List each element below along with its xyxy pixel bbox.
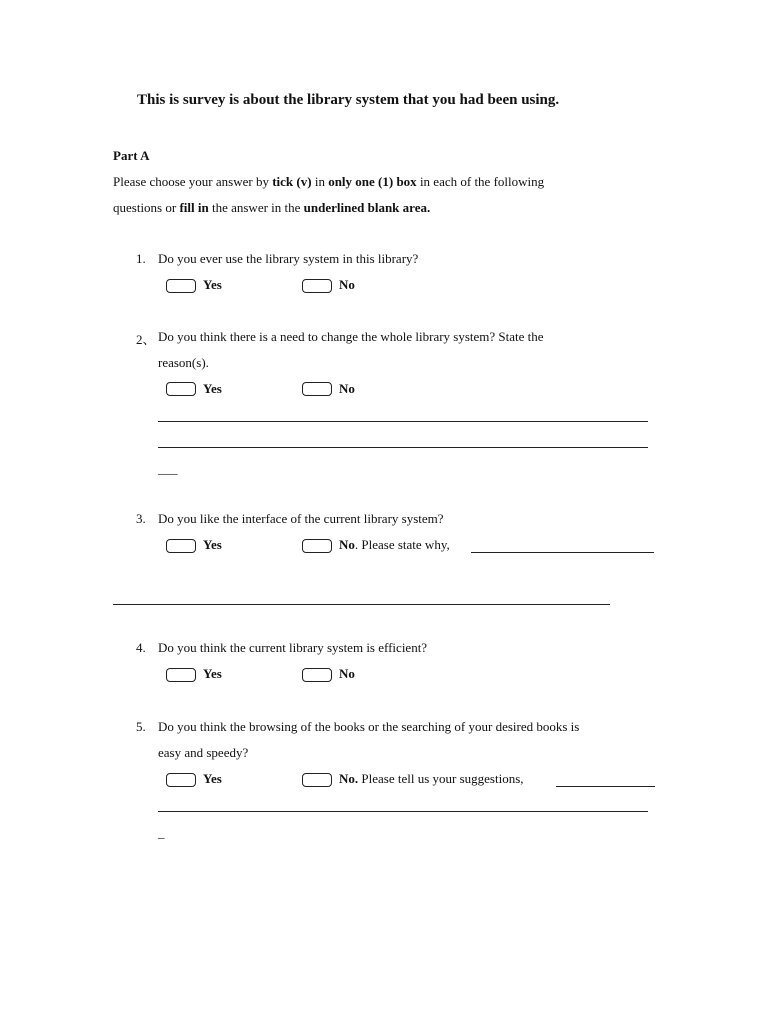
question-text-continued: easy and speedy? [158,745,249,760]
instr-text: the answer in the [208,200,304,215]
no-label [339,537,450,553]
yes-checkbox[interactable] [166,539,196,553]
no-label: No [339,381,355,396]
no-checkbox[interactable] [302,773,332,787]
no-label: No [339,277,355,292]
no-checkbox[interactable] [302,382,332,396]
instr-bold: only one (1) box [328,174,417,189]
question-text: Do you ever use the library system in this library? [158,251,419,266]
answer-blank-line[interactable] [113,604,610,605]
yes-label: Yes [203,666,222,681]
yes-label: Yes [203,277,222,292]
yes-label: Yes [203,381,222,396]
question-text: Do you like the interface of the current library system? [158,511,444,526]
instructions-line-2 [113,200,430,216]
no-option-label: No [339,537,355,552]
instr-text: in [311,174,329,189]
part-heading: Part A [113,148,150,163]
question-text: Do you think the browsing of the books or the searching of your desired books is [158,719,580,734]
yes-label: Yes [203,771,222,786]
no-option-suffix: Please tell us your suggestions, [358,771,524,786]
answer-blank-line[interactable] [158,447,648,448]
yes-label: Yes [203,537,222,552]
instr-bold: tick (v) [272,174,312,189]
instr-text: in each of the following [416,174,545,189]
no-label [339,771,524,787]
question-number: 1. [136,251,146,266]
instr-bold: fill in [179,200,209,215]
question-text-continued: reason(s). [158,355,209,370]
answer-blank-line[interactable] [471,552,654,553]
question-number: 5. [136,719,146,734]
question-text: Do you think the current library system is efficient? [158,640,428,655]
answer-blank-trail: _ [158,825,165,840]
yes-checkbox[interactable] [166,773,196,787]
yes-checkbox[interactable] [166,668,196,682]
no-option-label: No. [339,771,359,786]
instructions-line-1 [113,174,544,190]
question-text: Do you think there is a need to change the whole library system? State the [158,329,544,344]
answer-blank-trail: ___ [158,461,178,476]
yes-checkbox[interactable] [166,279,196,293]
no-checkbox[interactable] [302,279,332,293]
instr-bold: underlined blank area. [303,200,431,215]
yes-checkbox[interactable] [166,382,196,396]
question-number: 4. [136,640,146,655]
instr-text: questions or [113,200,180,215]
question-number: 3. [136,511,146,526]
answer-blank-line[interactable] [158,811,648,812]
question-number: 2、 [136,332,156,347]
no-checkbox[interactable] [302,539,332,553]
no-checkbox[interactable] [302,668,332,682]
instr-text: Please choose your answer by [113,174,273,189]
no-option-suffix: . Please state why, [354,537,450,552]
answer-blank-line[interactable] [158,421,648,422]
survey-title: This is survey is about the library system that you had been using. [137,92,560,108]
answer-blank-line[interactable] [556,786,655,787]
no-label: No [339,666,355,681]
